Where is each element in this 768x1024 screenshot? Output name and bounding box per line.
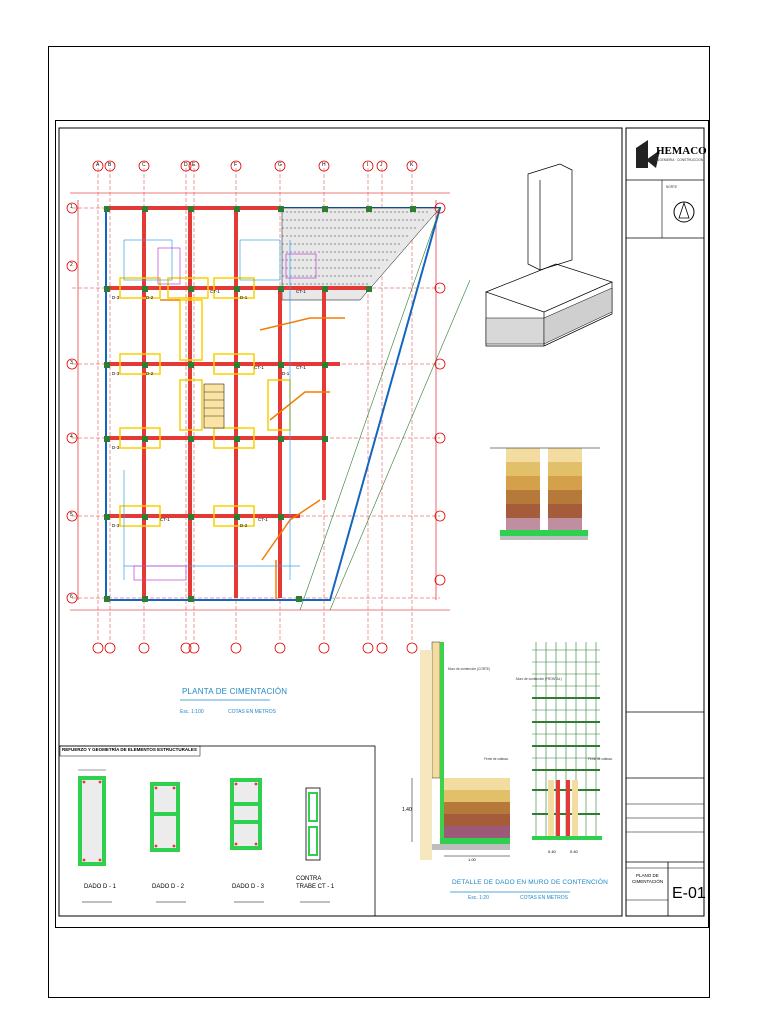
member-label: CT-1 — [296, 365, 306, 370]
grid-letter-top: G — [278, 162, 282, 168]
grid-number-left: 3 — [70, 360, 73, 366]
main-plan-scale: Esc. 1:100 — [180, 709, 204, 715]
grid-number-left: 5 — [70, 512, 73, 518]
north-label: NORTE — [666, 185, 678, 189]
sheet-title-line1: PLANO DE — [636, 873, 659, 878]
member-label: D-2 — [146, 371, 154, 376]
member-label: D-3 — [112, 295, 120, 300]
member-label: CT-1 — [210, 289, 220, 294]
member-label: CT-1 — [160, 517, 170, 522]
member-label: D-2 — [240, 523, 248, 528]
logo-name: HEMACO — [656, 145, 707, 157]
main-plan-units: COTAS EN METROS — [228, 709, 276, 715]
section-d1-label: DADO D - 1 — [84, 884, 117, 890]
north-arrow-icon — [674, 202, 694, 222]
grid-number-left: 4 — [70, 434, 73, 440]
label-wall-front: Muro de contención (FRONTAL) — [516, 677, 562, 681]
grid-letter-top: C — [142, 162, 146, 168]
dado-d2-section — [150, 782, 180, 852]
member-label: D-1 — [282, 371, 290, 376]
dim-height: 1.40 — [402, 807, 412, 813]
member-label: CT-1 — [296, 289, 306, 294]
sheet-title-line2: CIMENTACIÓN — [632, 879, 664, 884]
detail-units: COTAS EN METROS — [520, 895, 568, 901]
main-plan-title: PLANTA DE CIMENTACIÓN — [182, 687, 288, 696]
contra-trabe-ct1-section — [306, 788, 320, 860]
label-wall-section: Muro de contención (CORTE) — [448, 667, 491, 671]
member-label: D-3 — [112, 445, 120, 450]
grid-letter-top: K — [410, 162, 414, 168]
dim-a: 0.40 — [548, 849, 556, 854]
label-slab-right: Firme de cdlasso — [588, 757, 613, 761]
member-label: D-3 — [112, 523, 120, 528]
dado-d1-section — [78, 770, 106, 866]
sheet-code: E-01 — [672, 885, 706, 902]
dim-base: 1.00 — [468, 857, 476, 862]
member-label: CT-1 — [254, 365, 264, 370]
grid-letter-top: D — [184, 162, 188, 168]
section-d2-label: DADO D - 2 — [152, 884, 185, 890]
member-label: D-3 — [112, 371, 120, 376]
label-slab-left: Firme de cdlasso — [484, 757, 509, 761]
logo-tagline: INGENIERIA · CONSTRUCCION — [656, 158, 704, 162]
grid-letter-top: A — [96, 162, 100, 168]
footing-elevation-detail — [490, 448, 600, 540]
grid-letter-top: F — [234, 162, 238, 168]
member-label: D-2 — [146, 295, 154, 300]
grid-letter-top: I — [367, 162, 369, 168]
section-ct1-label: CONTRA TRABE CT - 1 — [296, 876, 335, 890]
member-label: CT-1 — [258, 517, 268, 522]
grid-number-left: 6 — [70, 594, 73, 600]
reinforcement-title: REFUERZO Y GEOMETRÍA DE ELEMENTOS ESTRUCTURALES — [62, 747, 197, 752]
grid-letter-top: E — [192, 162, 196, 168]
dado-d3-section — [230, 778, 262, 850]
detail-scale: Esc. 1:20 — [468, 895, 489, 901]
grid-number-left: 2 — [70, 262, 73, 268]
retaining-wall-section — [412, 642, 510, 860]
grid-number-left: 1 — [70, 204, 73, 210]
grid-letter-top: J — [380, 162, 383, 168]
member-label: D-1 — [240, 295, 248, 300]
grid-letter-top: B — [108, 162, 112, 168]
section-d3-label: DADO D - 3 — [232, 884, 265, 890]
grid-letter-top: H — [322, 162, 326, 168]
detail-title: DETALLE DE DADO EN MURO DE CONTENCIÓN — [452, 879, 609, 886]
dim-b: 0.40 — [570, 849, 578, 854]
